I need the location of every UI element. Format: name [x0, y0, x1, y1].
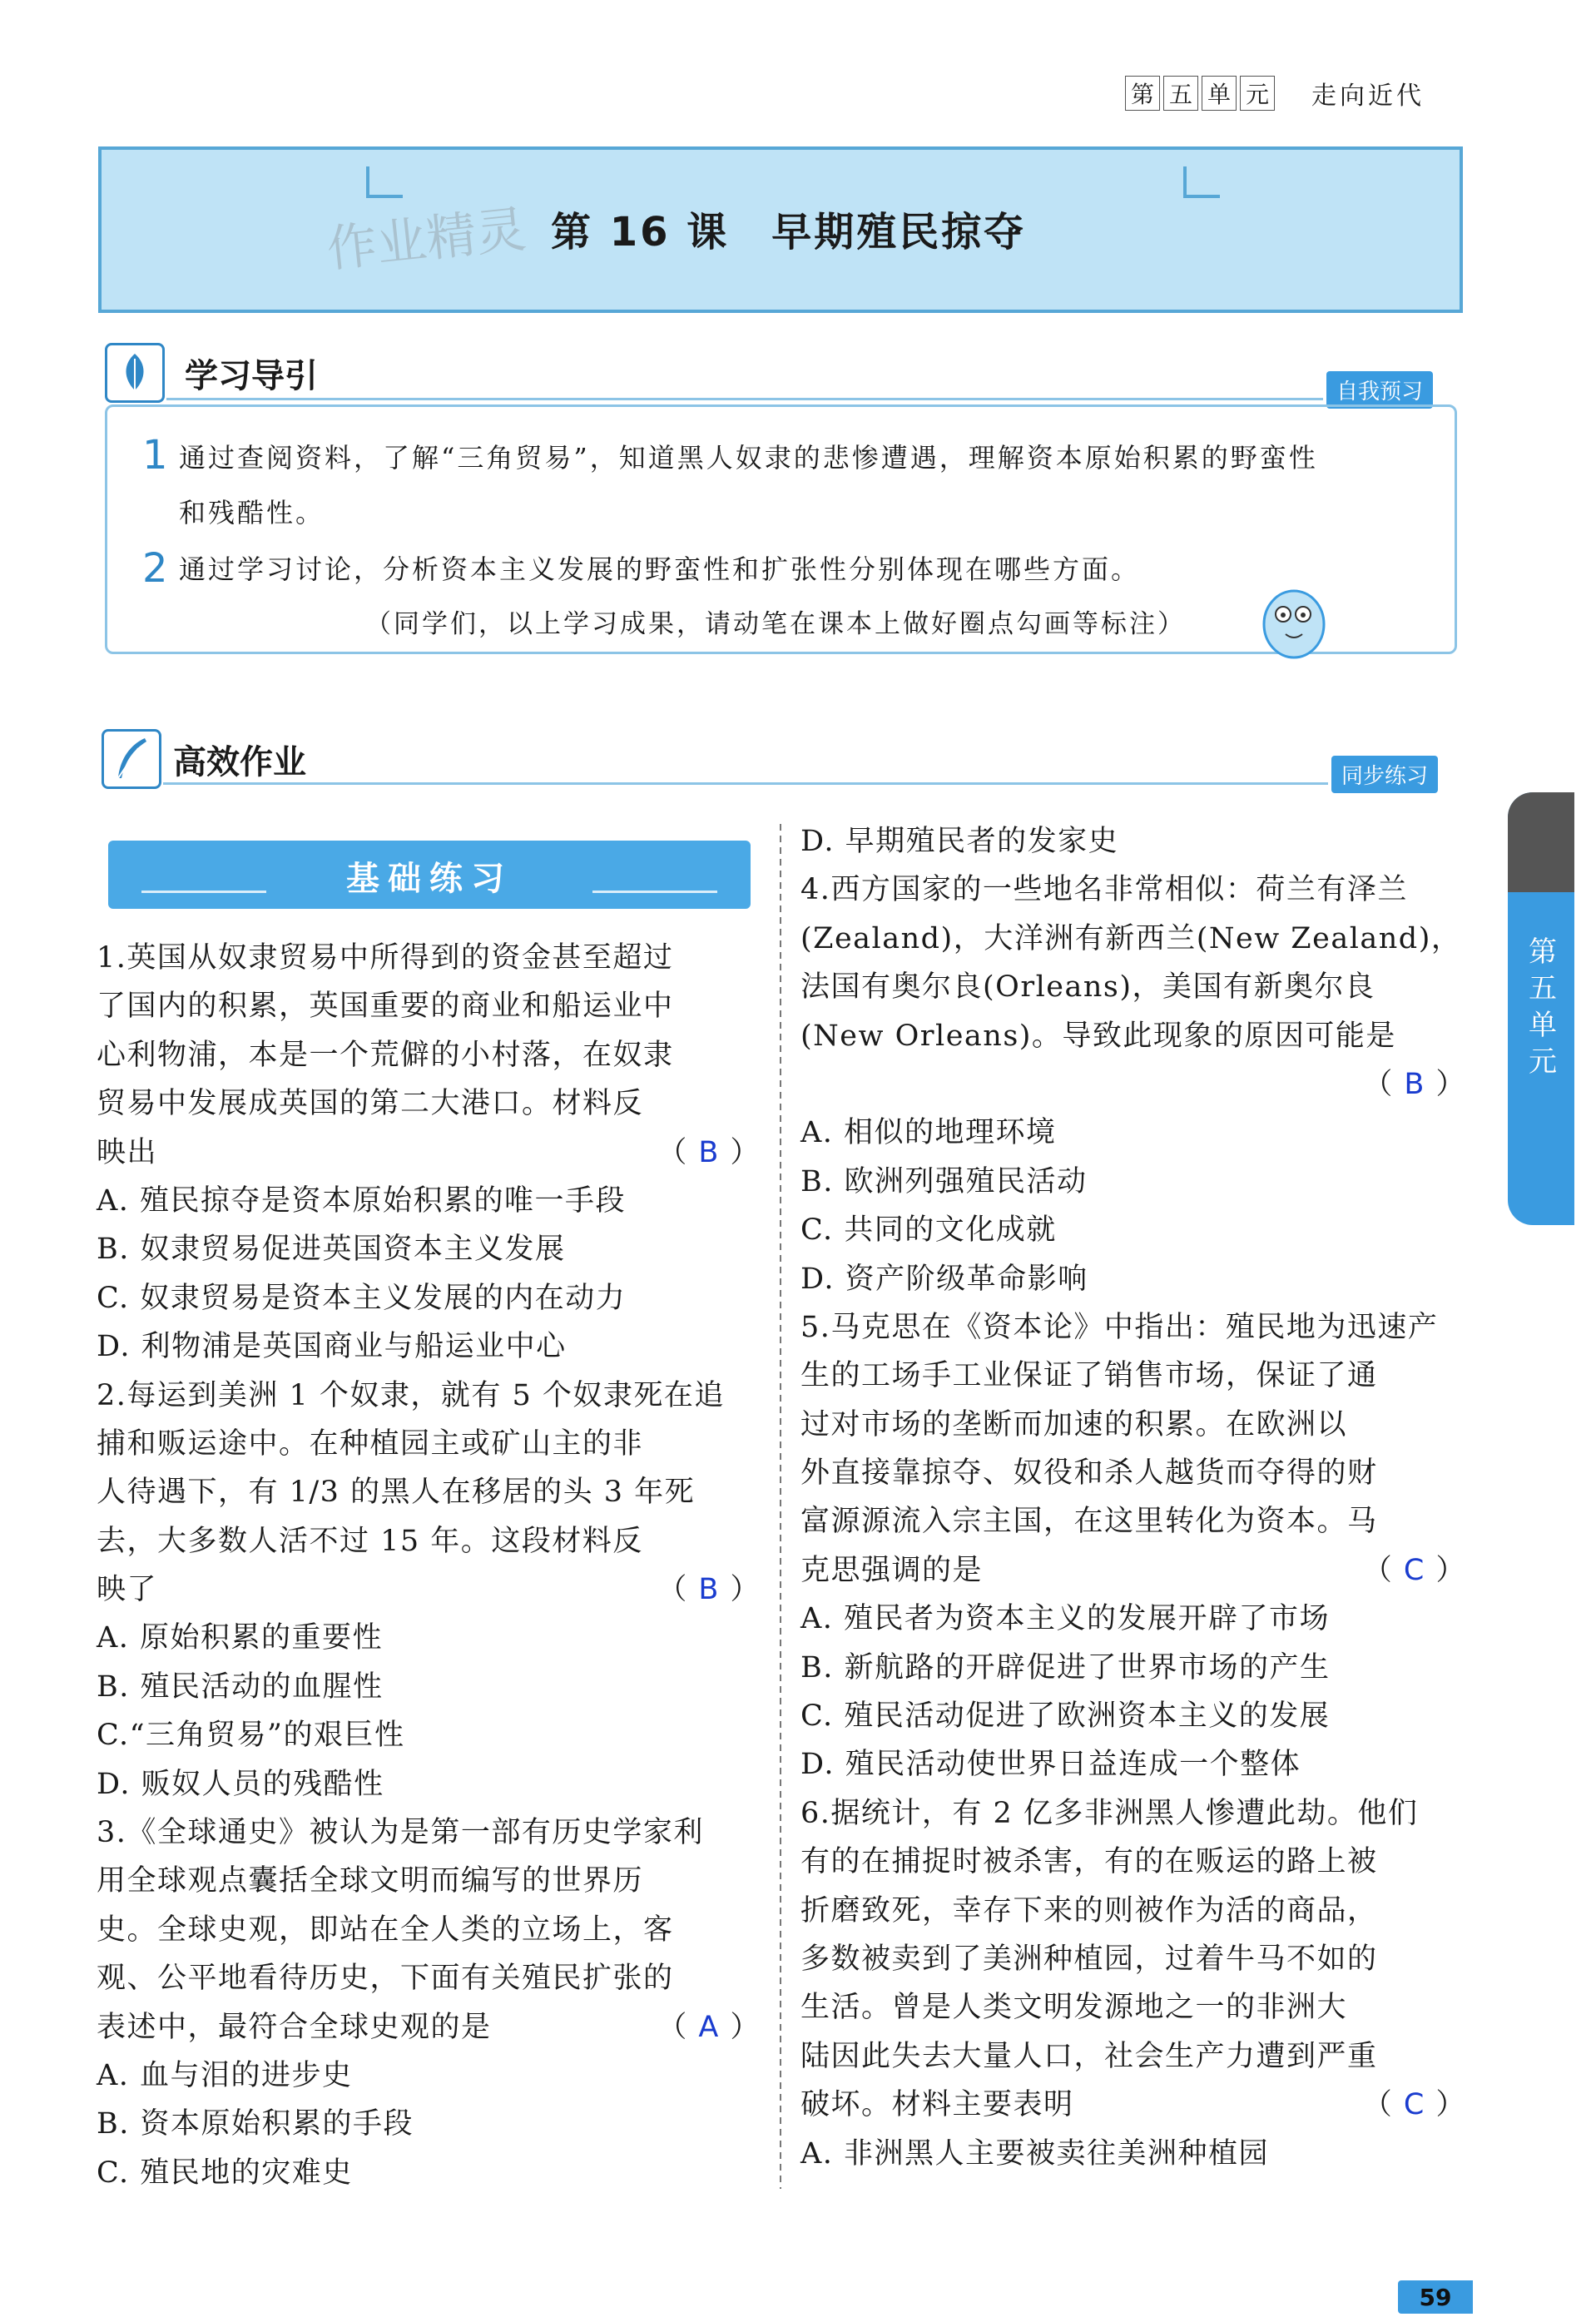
line-text: A. 血与泪的进步史 [97, 2058, 353, 2092]
basic-practice-bar [108, 841, 751, 909]
text-line [97, 1468, 761, 1516]
line-text: C. 殖民地的灾难史 [97, 2156, 353, 2190]
line-text: 2.每运到美洲 1 个奴隶，就有 5 个奴隶死在追 [97, 1378, 725, 1412]
text-line [800, 2130, 1466, 2178]
line-text: 5.马克思在《资本论》中指出：殖民地为迅速产 [800, 1310, 1439, 1344]
line-text: 富源源流入宗主国，在这里转化为资本。马 [800, 1505, 1378, 1539]
basic-practice-label: 基础练习 [346, 860, 513, 898]
text-line [800, 963, 1466, 1011]
line-text: 映出 [97, 1135, 158, 1169]
text-line [800, 1158, 1466, 1206]
text-line [800, 2032, 1466, 2081]
line-text: 6.据统计，有 2 亿多非洲黑人惨遭此劫。他们 [800, 1796, 1419, 1830]
text-line [97, 1565, 761, 1614]
guide-number: 2 [142, 545, 168, 592]
line-text: 过对市场的垄断而加速的积累。在欧洲以 [800, 1407, 1348, 1441]
line-text: A. 殖民掠夺是资本原始积累的唯一手段 [97, 1183, 627, 1218]
line-text: 生的工场手工业保证了销售市场，保证了通 [800, 1359, 1378, 1393]
answer-bracket: （ A ） [657, 2010, 761, 2044]
text-line [97, 1129, 761, 1177]
line-text: D. 利物浦是英国商业与船运业中心 [97, 1330, 567, 1364]
lesson-banner [98, 146, 1463, 313]
line-text: 外直接靠掠夺、奴役和杀人越货而夺得的财 [800, 1456, 1378, 1491]
text-line [97, 1711, 761, 1759]
right-column [800, 817, 1466, 2178]
unit-char-box: 单 [1202, 76, 1237, 111]
line-text: A. 非洲黑人主要被卖往美洲种植园 [800, 2136, 1270, 2171]
line-text: 陆因此失去大量人口，社会生产力遭到严重 [800, 2039, 1378, 2073]
column-divider [780, 824, 781, 2189]
line-text: 用全球观点囊括全球文明而编写的世界历 [97, 1864, 644, 1898]
line-text: 人待遇下，有 1/3 的黑人在移居的头 3 年死 [97, 1476, 696, 1510]
guide-tag: 自我预习 [1326, 371, 1433, 409]
answer-letter: B [698, 1573, 720, 1607]
text-line [97, 1225, 761, 1273]
text-line [97, 934, 761, 982]
text-line [800, 817, 1466, 866]
text-line [97, 1274, 761, 1322]
text-line [800, 1935, 1466, 1983]
line-text: 了国内的积累，英国重要的商业和船运业中 [97, 990, 674, 1024]
answer-letter: B [698, 1135, 720, 1169]
text-line [97, 1614, 761, 1662]
text-line [97, 2149, 761, 2197]
answer-bracket: （ B ） [657, 1573, 761, 1607]
text-line [800, 1692, 1466, 1740]
text-line [800, 1740, 1466, 1789]
line-text: A. 相似的地理环境 [800, 1116, 1057, 1150]
text-line [800, 1546, 1466, 1595]
line-text: C. 奴隶贸易是资本主义发展的内在动力 [97, 1281, 627, 1315]
line-text: (Zealand)，大洋洲有新西兰(New Zealand)， [800, 921, 1462, 955]
line-text: 克思强调的是 [800, 1553, 984, 1587]
line-text: B. 欧洲列强殖民活动 [800, 1164, 1088, 1198]
text-line [800, 1206, 1466, 1254]
text-line [97, 1372, 761, 1420]
side-tab-char: 元 [1529, 1045, 1557, 1079]
line-text: 捕和贩运途中。在种植园主或矿山主的非 [97, 1426, 644, 1461]
line-text: 史。全球史观，即站在全人类的立场上，客 [97, 1913, 674, 1947]
line-text: D. 贩奴人员的残酷性 [97, 1767, 384, 1801]
banner-corner-decoration [366, 166, 403, 198]
text-line [800, 1449, 1466, 1497]
text-line [800, 2081, 1466, 2129]
unit-char-box: 元 [1240, 76, 1275, 111]
side-tab-char: 单 [1529, 1009, 1557, 1042]
guide-title: 学习导引 [185, 357, 318, 395]
line-text: B. 新航路的开辟促进了世界市场的产生 [800, 1650, 1331, 1684]
quill-icon [102, 729, 161, 789]
mascot-icon [1248, 574, 1340, 666]
text-line [97, 1906, 761, 1954]
text-line [800, 1595, 1466, 1643]
unit-subtitle: 走向近代 [1311, 82, 1425, 111]
text-line [800, 1644, 1466, 1692]
line-text: 3.《全球通史》被认为是第一部有历史学家利 [97, 1816, 704, 1850]
line-text: 心利物浦，本是一个荒僻的小村落，在奴隶 [97, 1038, 674, 1072]
side-tab-text [1526, 934, 1559, 1080]
text-line [97, 1322, 761, 1371]
unit-char-box: 第 [1125, 76, 1160, 111]
line-text: 1.英国从奴隶贸易中所得到的资金甚至超过 [97, 941, 674, 975]
unit-header [1125, 75, 1425, 112]
guide-item-text: 和残酷性。 [179, 497, 325, 528]
line-text: B. 奴隶贸易促进英国资本主义发展 [97, 1233, 566, 1267]
answer-letter: B [1404, 1067, 1425, 1101]
text-line [97, 1808, 761, 1857]
text-line [97, 1760, 761, 1808]
line-text: 映了 [97, 1573, 158, 1607]
guide-note: （同学们，以上学习成果，请动笔在课本上做好圈点勾画等标注） [365, 609, 1186, 639]
divider [163, 782, 1328, 785]
text-line [97, 2052, 761, 2100]
line-text: A. 原始积累的重要性 [97, 1621, 384, 1655]
answer-bracket: （ C ） [1362, 1553, 1466, 1587]
line-text: D. 资产阶级革命影响 [800, 1262, 1088, 1296]
side-tab-char: 第 [1529, 935, 1557, 969]
line-text: 法国有奥尔良(Orleans)，美国有新奥尔良 [800, 970, 1375, 1005]
line-text: 4.西方国家的一些地名非常相似：荷兰有泽兰 [800, 873, 1408, 907]
text-line [800, 1401, 1466, 1449]
text-line [97, 1857, 761, 1905]
answer-letter: C [1403, 2088, 1425, 2122]
line-text: C. 殖民活动促进了欧洲资本主义的发展 [800, 1699, 1331, 1734]
line-text: 折磨致死，幸存下来的则被作为活的商品， [800, 1893, 1378, 1928]
line-text: C.“三角贸易”的艰巨性 [97, 1719, 405, 1753]
text-line [97, 1079, 761, 1128]
text-line [800, 1497, 1466, 1546]
page-number: 59 [1398, 2280, 1473, 2314]
line-text: 表述中，最符合全球史观的是 [97, 2010, 492, 2044]
line-text: 观、公平地看待历史，下面有关殖民扩张的 [97, 1962, 674, 1996]
homework-tag: 同步练习 [1331, 756, 1438, 793]
divider [166, 398, 1323, 400]
text-line [97, 1177, 761, 1225]
text-line [97, 1517, 761, 1565]
text-line [800, 1060, 1466, 1109]
line-text: D. 殖民活动使世界日益连成一个整体 [800, 1748, 1301, 1782]
text-line [800, 1303, 1466, 1352]
side-tab-top [1508, 792, 1574, 892]
unit-side-tab [1508, 792, 1574, 1225]
left-column [97, 934, 761, 2197]
side-tab-char: 五 [1529, 972, 1557, 1005]
text-line [97, 1954, 761, 2002]
line-text: B. 殖民活动的血腥性 [97, 1670, 384, 1704]
line-text: 贸易中发展成英国的第二大港口。材料反 [97, 1087, 644, 1121]
lesson-title: 第 16 课 早期殖民掠夺 [551, 209, 1027, 256]
answer-letter: A [698, 2010, 720, 2044]
line-text: D. 早期殖民者的发家史 [800, 825, 1119, 858]
line-text: (New Orleans)。导致此现象的原因可能是 [800, 1019, 1396, 1053]
answer-bracket: （ C ） [1362, 2088, 1466, 2122]
text-line [97, 982, 761, 1030]
line-text: 多数被卖到了美洲种植园，过着牛马不如的 [800, 1942, 1378, 1976]
answer-letter: C [1403, 1553, 1425, 1587]
text-line [97, 2100, 761, 2148]
text-line [800, 915, 1466, 963]
text-line [800, 1109, 1466, 1157]
watermark: 作业精灵 [324, 200, 529, 280]
unit-char-box: 五 [1163, 76, 1198, 111]
text-line [97, 2003, 761, 2052]
answer-bracket: （ B ） [1363, 1067, 1466, 1101]
text-line [800, 866, 1466, 914]
text-line [800, 1789, 1466, 1838]
text-line [800, 1255, 1466, 1303]
guide-item-text: 通过查阅资料，了解“三角贸易”，知道黑人奴隶的悲惨遭遇，理解资本原始积累的野蛮性 [179, 442, 1318, 474]
text-line [800, 1838, 1466, 1886]
text-line [800, 1983, 1466, 2032]
guide-item-text: 通过学习讨论，分析资本主义发展的野蛮性和扩张性分别体现在哪些方面。 [179, 553, 1141, 585]
leaf-icon [105, 343, 165, 403]
answer-bracket: （ B ） [657, 1135, 761, 1169]
banner-corner-decoration [1183, 166, 1220, 198]
guide-number: 1 [142, 432, 168, 479]
line-text: B. 资本原始积累的手段 [97, 2107, 414, 2141]
text-line [97, 1031, 761, 1079]
text-line [800, 1012, 1466, 1060]
text-line [97, 1420, 761, 1468]
text-line [800, 1352, 1466, 1400]
line-text: 有的在捕捉时被杀害，有的在贩运的路上被 [800, 1845, 1378, 1879]
line-text: 破坏。材料主要表明 [800, 2088, 1074, 2122]
line-text: C. 共同的文化成就 [800, 1213, 1057, 1248]
line-text: A. 殖民者为资本主义的发展开辟了市场 [800, 1602, 1331, 1636]
text-line [97, 1663, 761, 1711]
text-line [800, 1887, 1466, 1935]
line-text: 去，大多数人活不过 15 年。这段材料反 [97, 1524, 643, 1558]
homework-title: 高效作业 [173, 743, 306, 781]
line-text: 生活。曾是人类文明发源地之一的非洲大 [800, 1991, 1348, 2025]
